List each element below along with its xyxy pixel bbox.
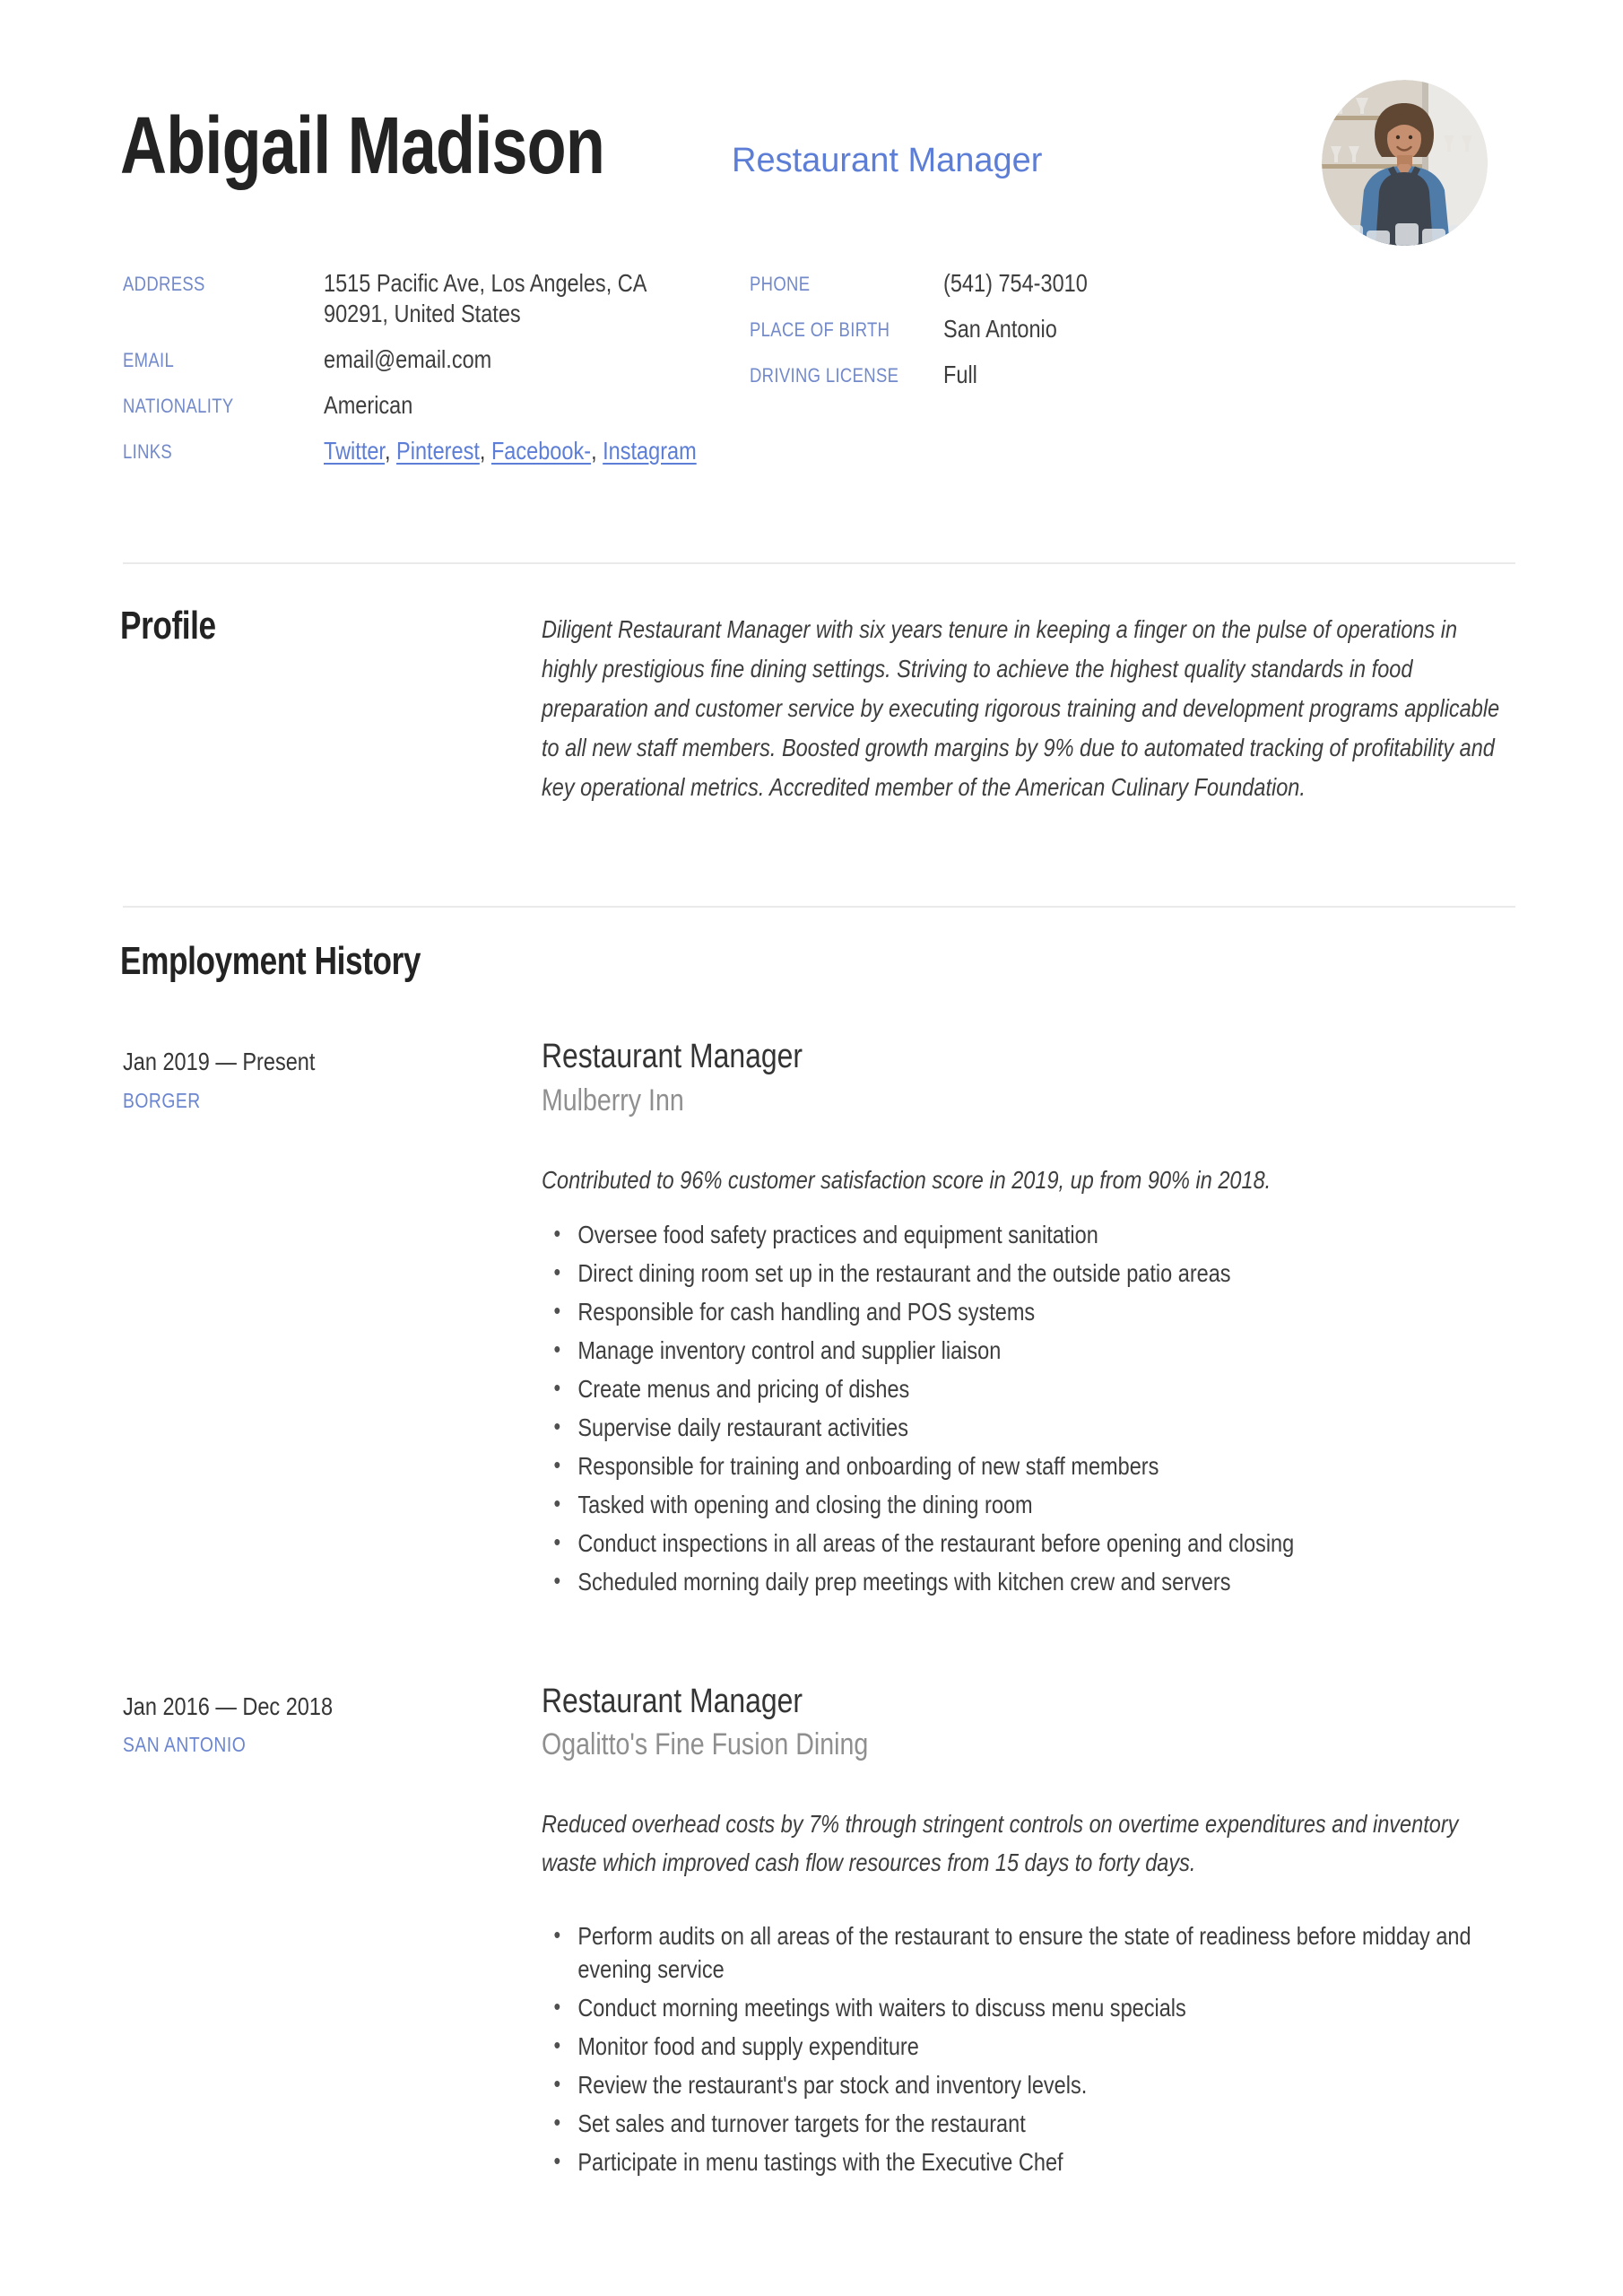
contact-row-phone (750, 268, 1288, 299)
job-location: BORGER (123, 1089, 201, 1112)
link-instagram[interactable]: Instagram (603, 437, 697, 465)
job-summary: Reduced overhead costs by 7% through stringent controls on overtime expenditures and inventory waste which improved cash flow resources from 15 days to forty days. (542, 1810, 1459, 1876)
bullet-item: • Manage inventory control and supplier liaison (542, 1334, 1515, 1367)
job-dates: Jan 2016 — Dec 2018 (123, 1692, 334, 1720)
contact-details-right (750, 268, 1288, 405)
bullet-item: • Direct dining room set up in the restaurant and the outside patio areas (542, 1257, 1515, 1290)
bullet-item: • Responsible for training and onboarding of new staff members (542, 1449, 1515, 1483)
contact-details-left (123, 268, 751, 482)
contact-row-place-of-birth (750, 314, 1288, 344)
contact-value-email: email@email.com (324, 345, 492, 373)
profile-photo-illustration (1322, 80, 1488, 246)
bullet-item: • Monitor food and supply expenditure (542, 2030, 1515, 2063)
contact-value-driving-license: Full (943, 361, 977, 388)
job-title: Restaurant Manager (542, 1038, 803, 1075)
link-twitter[interactable]: Twitter (324, 437, 385, 465)
contact-value-place-of-birth: San Antonio (943, 315, 1057, 343)
employment-history-heading: Employment History (120, 939, 421, 983)
job-company: Ogalitto's Fine Fusion Dining (542, 1727, 869, 1761)
contact-label-phone: PHONE (750, 273, 811, 295)
bullet-item: • Oversee food safety practices and equipment sanitation (542, 1218, 1515, 1251)
contact-label-driving-license: DRIVING LICENSE (750, 364, 899, 387)
job-summary: Contributed to 96% customer satisfaction score in 2019, up from 90% in 2018. (542, 1166, 1271, 1194)
candidate-job-title: Restaurant Manager (732, 142, 1043, 179)
contact-label-email: EMAIL (123, 349, 175, 371)
contact-row-email (123, 344, 751, 375)
profile-heading: Profile (120, 604, 216, 648)
job-company: Mulberry Inn (542, 1083, 684, 1118)
bullet-item: • Perform audits on all areas of the restaurant to ensure the state of readiness before midday and evening service (542, 1919, 1515, 1986)
bullet-item: • Conduct inspections in all areas of the restaurant before opening and closing (542, 1526, 1515, 1560)
contact-value-address: 1515 Pacific Ave, Los Angeles, CA 90291, United States (324, 269, 647, 327)
candidate-name: Abigail Madison (120, 101, 605, 191)
contact-label-nationality: NATIONALITY (123, 395, 234, 417)
section-divider (123, 906, 1515, 908)
contact-label-place-of-birth: PLACE OF BIRTH (750, 318, 890, 341)
page-title (120, 101, 725, 191)
bullet-item: • Supervise daily restaurant activities (542, 1411, 1515, 1444)
bullet-item: • Tasked with opening and closing the dining room (542, 1488, 1515, 1521)
job-bullet-list (542, 1218, 1515, 1604)
job-dates: Jan 2019 — Present (123, 1048, 316, 1075)
job-bullet-list (542, 1919, 1515, 2184)
contact-value-phone: (541) 754-3010 (943, 269, 1088, 297)
bullet-item: • Responsible for cash handling and POS systems (542, 1295, 1515, 1328)
link-facebook[interactable]: Facebook- (490, 437, 592, 465)
contact-value-links: Twitter, Pinterest, Facebook-, Instagram (324, 437, 697, 465)
bullet-item: • Participate in menu tastings with the Executive Chef (542, 2145, 1515, 2179)
job-location: SAN ANTONIO (123, 1733, 247, 1756)
contact-row-links (123, 436, 751, 466)
job-title: Restaurant Manager (542, 1683, 803, 1720)
contact-row-driving-license (750, 360, 1288, 390)
avatar (1322, 80, 1488, 246)
contact-row-address (123, 268, 751, 329)
bullet-item: • Conduct morning meetings with waiters to discuss menu specials (542, 1991, 1515, 2024)
contact-value-nationality: American (324, 391, 413, 419)
section-divider (123, 562, 1515, 564)
bullet-item: • Review the restaurant's par stock and inventory levels. (542, 2068, 1515, 2101)
link-pinterest[interactable]: Pinterest (396, 437, 480, 465)
profile-summary: Diligent Restaurant Manager with six years tenure in keeping a finger on the pulse of operations in highly prestigious fine dining settings. Striving to achieve the highest quality standards in food preparation and customer service by executing rigorous training and development programs applicable to all new staff members. Boosted growth margins by 9% due to automated tracking of profitability and key operational metrics. Accredited member of the American Culinary Foundation. (542, 615, 1500, 801)
bullet-item: • Create menus and pricing of dishes (542, 1372, 1515, 1405)
bullet-item: • Scheduled morning daily prep meetings with kitchen crew and servers (542, 1565, 1515, 1598)
bullet-item: • Set sales and turnover targets for the restaurant (542, 2107, 1515, 2140)
contact-label-links: LINKS (123, 440, 173, 463)
contact-label-address: ADDRESS (123, 273, 205, 295)
contact-row-nationality (123, 390, 751, 421)
